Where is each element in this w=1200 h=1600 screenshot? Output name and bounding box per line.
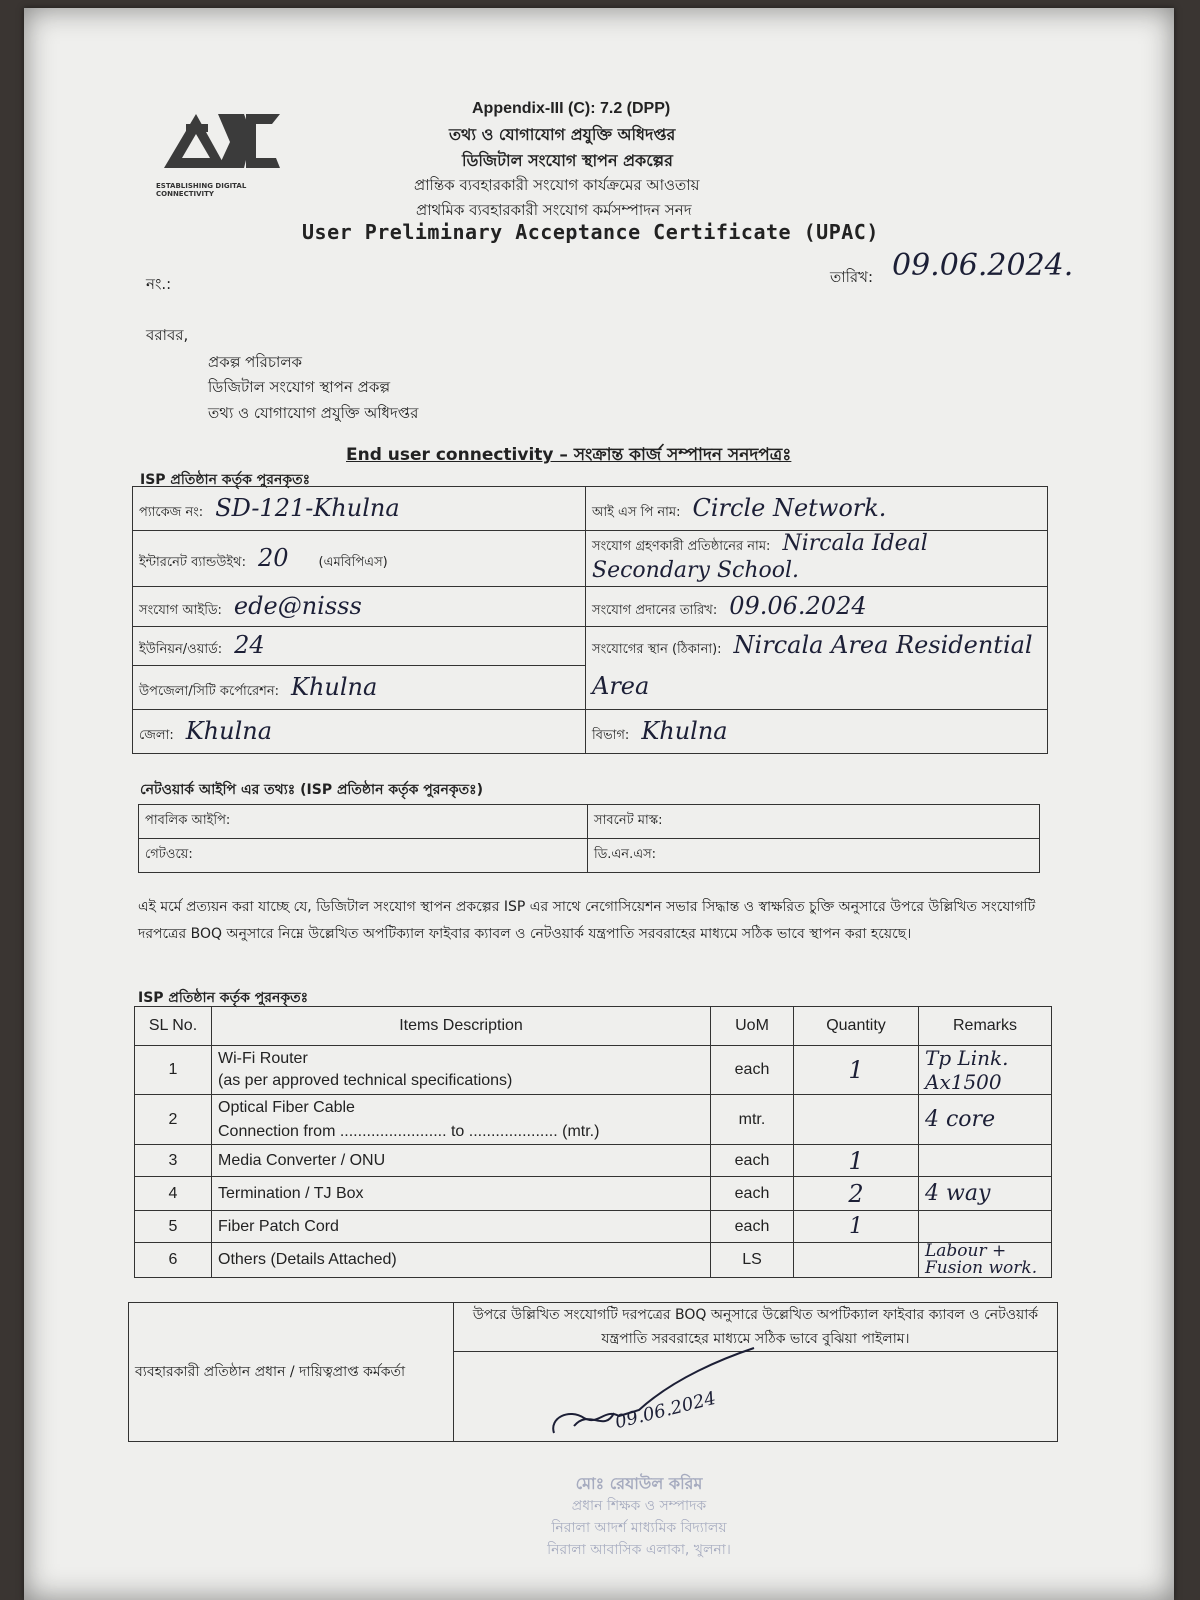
bandwidth-unit: (এমবিপিএস) bbox=[318, 554, 388, 570]
boq-desc-sub: (as per approved technical specifications) bbox=[218, 1072, 513, 1089]
table-row bbox=[135, 1145, 1052, 1177]
package-cell bbox=[133, 487, 586, 531]
boq-table bbox=[134, 1006, 1052, 1278]
table-row bbox=[135, 1177, 1052, 1211]
isp-filled-label-1: ISP প্রতিষ্ঠান কর্তৃক পুরনকৃতঃ bbox=[140, 472, 311, 488]
address-line2: ডিজিটাল সংযোগ স্থাপন প্রকল্প bbox=[208, 378, 391, 396]
union-label: ইউনিয়ন/ওয়ার্ড: bbox=[139, 642, 223, 658]
boq-sl: 1 bbox=[135, 1046, 212, 1095]
boq-sl: 5 bbox=[135, 1211, 212, 1243]
conn-id-label: সংযোগ আইডি: bbox=[139, 602, 222, 618]
boq-remarks-value: 4 core bbox=[925, 1107, 996, 1132]
document-page bbox=[24, 8, 1174, 1600]
location-value: Nircala Area Residential Area bbox=[592, 631, 1033, 700]
conn-id-cell bbox=[133, 587, 586, 627]
boq-header-qty: Quantity bbox=[794, 1007, 919, 1046]
boq-desc-sub: Connection from ........................ to .................... (mtr.) bbox=[218, 1122, 600, 1140]
boq-uom: each bbox=[711, 1211, 794, 1243]
public-ip-cell bbox=[139, 805, 588, 839]
logo-caption: ESTABLISHING DIGITAL CONNECTIVITY bbox=[156, 182, 247, 198]
signature-date: 09.06.2024 bbox=[612, 1387, 719, 1434]
conn-date-label: সংযোগ প্রদানের তারিখ: bbox=[592, 602, 718, 618]
stamp-line2: প্রধান শিক্ষক ও সম্পাদক bbox=[571, 1498, 707, 1514]
boq-desc: Fiber Patch Cord bbox=[212, 1211, 711, 1243]
subnet-label: সাবনেট মাস্ক: bbox=[594, 813, 663, 828]
project-name: ডিজিটাল সংযোগ স্থাপন প্রকল্পের bbox=[462, 151, 673, 170]
boq-qty bbox=[794, 1095, 919, 1145]
public-ip-label: পাবলিক আইপি: bbox=[145, 813, 231, 828]
boq-desc bbox=[212, 1046, 711, 1095]
upazila-label: উপজেলা/সিটি কর্পোরেশন: bbox=[139, 683, 280, 699]
district-cell bbox=[133, 710, 586, 754]
boq-desc: Media Converter / ONU bbox=[212, 1145, 711, 1177]
location-cell bbox=[586, 627, 1048, 710]
boq-remarks bbox=[919, 1145, 1052, 1177]
division-label: বিভাগ: bbox=[592, 727, 630, 743]
boq-remarks bbox=[919, 1095, 1052, 1145]
boq-qty bbox=[794, 1046, 919, 1095]
dns-cell bbox=[588, 839, 1040, 873]
boq-desc-main: Optical Fiber Cable bbox=[218, 1098, 355, 1116]
boq-header-row bbox=[135, 1007, 1052, 1046]
boq-header-remarks: Remarks bbox=[919, 1007, 1052, 1046]
boq-qty bbox=[794, 1145, 919, 1177]
boq-desc-main: Wi-Fi Router bbox=[218, 1050, 308, 1067]
conn-id-value: ede@nisss bbox=[233, 591, 362, 620]
ack-right-text: উপরে উল্লিখিত সংযোগটি দরপত্রের BOQ অনুসারে উল্লেখিত অপটিক্যাল ফাইবার ক্যাবল ও নেটওয়ার্ক যন্ত্রপাতি সরবরাহের মাধ্যমে সঠিক ভাবে বুঝিয়া পাইলাম। bbox=[454, 1303, 1058, 1352]
network-title: নেটওয়ার্ক আইপি এর তথ্যঃ (ISP প্রতিষ্ঠান কর্তৃক পুরনকৃতঃ) bbox=[140, 782, 484, 798]
boq-uom: LS bbox=[711, 1243, 794, 1278]
boq-remarks-value: Tp Link. Ax1500 bbox=[925, 1046, 1009, 1094]
boq-remarks bbox=[919, 1046, 1052, 1095]
gateway-label: গেটওয়ে: bbox=[145, 847, 193, 862]
official-stamp bbox=[524, 1473, 754, 1561]
date-value: 09.06.2024. bbox=[892, 248, 1074, 283]
boq-header-sl: SL No. bbox=[135, 1007, 212, 1046]
boq-uom: each bbox=[711, 1177, 794, 1211]
declaration-text: এই মর্মে প্রত্যয়ন করা যাচ্ছে যে, ডিজিটাল সংযোগ স্থাপন প্রকল্পের ISP এর সাথে নেগোসিয়েশন সভার সিদ্ধান্ত ও স্বাক্ষরিত চুক্তি অনুসারে উপরে উল্লিখিত সংযোগটি দরপত্রের BOQ অনুসারে নিম্নে উল্লেখিত অপটিক্যাল ফাইবার ক্যাবল ও নেটওয়ার্ক যন্ত্রপাতি সরবরাহের মাধ্যমে সঠিক ভাবে স্থাপন করা হয়েছে। bbox=[138, 899, 1036, 942]
bandwidth-label: ইন্টারনেট ব্যান্ডউইথ: bbox=[139, 554, 246, 570]
bandwidth-cell bbox=[133, 531, 586, 587]
boq-uom: each bbox=[711, 1046, 794, 1095]
boq-qty bbox=[794, 1177, 919, 1211]
stamp-line3: নিরালা আদর্শ মাধ্যমিক বিদ্যালয় bbox=[551, 1520, 727, 1536]
edc-logo bbox=[156, 106, 286, 198]
boq-uom: mtr. bbox=[711, 1095, 794, 1145]
isp-name-value: Circle Network. bbox=[692, 493, 887, 522]
boq-remarks bbox=[919, 1211, 1052, 1243]
boq-desc bbox=[212, 1095, 711, 1145]
isp-name-label: আই এস পি নাম: bbox=[592, 504, 681, 520]
certificate-title: User Preliminary Acceptance Certificate (UPAC) bbox=[302, 220, 879, 244]
address-to: বরাবর, bbox=[146, 326, 189, 344]
table-row bbox=[135, 1095, 1052, 1145]
boq-qty bbox=[794, 1243, 919, 1278]
table-row bbox=[135, 1211, 1052, 1243]
boq-sl: 4 bbox=[135, 1177, 212, 1211]
ref-no-label: নং.: bbox=[146, 275, 172, 293]
package-label: প্যাকেজ নং: bbox=[139, 504, 204, 520]
boq-header-uom: UoM bbox=[711, 1007, 794, 1046]
date-label: তারিখ: bbox=[830, 268, 874, 286]
address-line1: প্রকল্প পরিচালক bbox=[208, 353, 303, 371]
boq-remarks-value: Labour + Fusion work. bbox=[925, 1241, 1038, 1278]
boq-header-desc: Items Description bbox=[212, 1007, 711, 1046]
district-label: জেলা: bbox=[139, 727, 174, 743]
isp-name-cell bbox=[586, 487, 1048, 531]
boq-remarks-value: 4 way bbox=[925, 1181, 991, 1206]
table-row bbox=[135, 1243, 1052, 1278]
union-cell bbox=[133, 627, 586, 666]
table-row bbox=[135, 1046, 1052, 1095]
address-line3: তথ্য ও যোগাযোগ প্রযুক্তি অধিদপ্তর bbox=[208, 404, 419, 422]
location-label: সংযোগের স্থান (ঠিকানা): bbox=[592, 642, 722, 657]
receiver-cell bbox=[586, 531, 1048, 587]
package-value: SD-121-Khulna bbox=[215, 493, 400, 522]
district-value: Khulna bbox=[185, 716, 273, 745]
boq-qty-value: 1 bbox=[849, 1214, 863, 1239]
boq-qty-value: 1 bbox=[848, 1056, 864, 1084]
upazila-value: Khulna bbox=[291, 672, 378, 701]
appendix-label: Appendix-III (C): 7.2 (DPP) bbox=[472, 100, 671, 117]
division-value: Khulna bbox=[641, 716, 728, 745]
boq-sl: 3 bbox=[135, 1145, 212, 1177]
ack-left-label: ব্যবহারকারী প্রতিষ্ঠান প্রধান / দায়িত্বপ্রাপ্ত কর্মকর্তা bbox=[129, 1303, 454, 1442]
boq-qty-value: 2 bbox=[848, 1179, 864, 1208]
conn-date-cell bbox=[586, 587, 1048, 627]
edc-logo-icon bbox=[156, 106, 286, 176]
isp-filled-label-2: ISP প্রতিষ্ঠান কর্তৃক পুরনকৃতঃ bbox=[138, 990, 309, 1006]
connection-info-table bbox=[132, 486, 1048, 754]
boq-remarks bbox=[919, 1177, 1052, 1211]
boq-qty-value: 1 bbox=[848, 1146, 864, 1175]
union-value: 24 bbox=[234, 631, 265, 660]
boq-sl: 2 bbox=[135, 1095, 212, 1145]
bandwidth-value: 20 bbox=[257, 543, 289, 572]
dept-name: তথ্য ও যোগাযোগ প্রযুক্তি অধিদপ্তর bbox=[449, 125, 676, 144]
gateway-cell bbox=[139, 839, 588, 873]
network-table bbox=[138, 804, 1040, 873]
section-title: End user connectivity – সংক্রান্ত কার্জ সম্পাদন সনদপত্রঃ bbox=[346, 445, 792, 465]
receiver-label: সংযোগ গ্রহণকারী প্রতিষ্ঠানের নাম: bbox=[592, 538, 771, 554]
signature-mark bbox=[544, 1338, 784, 1448]
conn-date-value: 09.06.2024 bbox=[729, 591, 867, 620]
division-cell bbox=[586, 710, 1048, 754]
stamp-line1: মোঃ রেযাউল করিম bbox=[575, 1474, 703, 1493]
boq-desc: Others (Details Attached) bbox=[212, 1243, 711, 1278]
boq-qty bbox=[794, 1211, 919, 1243]
stamp-line4: নিরালা আবাসিক এলাকা, খুলনা। bbox=[547, 1542, 731, 1558]
subnet-cell bbox=[588, 805, 1040, 839]
boq-sl: 6 bbox=[135, 1243, 212, 1278]
boq-uom: each bbox=[711, 1145, 794, 1177]
boq-remarks bbox=[919, 1243, 1052, 1278]
boq-desc: Termination / TJ Box bbox=[212, 1177, 711, 1211]
header-line4: প্রাথমিক ব্যবহারকারী সংযোগ কর্মসম্পাদন সনদ bbox=[416, 201, 692, 219]
dns-label: ডি.এন.এস: bbox=[594, 847, 657, 862]
receiver-value: Nircala Ideal Secondary School. bbox=[592, 530, 928, 583]
header-line3: প্রান্তিক ব্যবহারকারী সংযোগ কার্যক্রমের আওতায় bbox=[414, 176, 700, 194]
upazila-cell bbox=[133, 666, 586, 710]
